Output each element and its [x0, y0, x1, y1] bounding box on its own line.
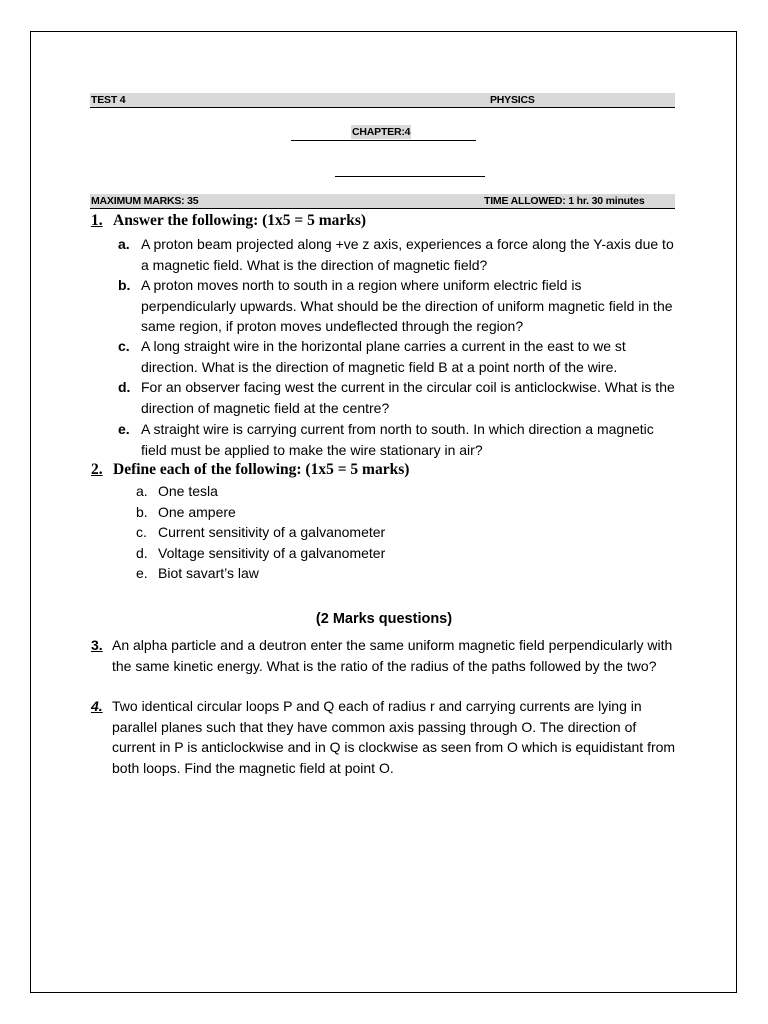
q1-item-e	[118, 419, 678, 460]
q1-item-a	[118, 234, 678, 275]
question-3	[91, 635, 681, 676]
q1-item-e-label: e.	[118, 421, 130, 437]
subject-label: PHYSICS	[490, 94, 535, 106]
q1-item-a-label: a.	[118, 236, 130, 252]
question-3-text: An alpha particle and a deutron enter the same uniform magnetic field perpendicularly with the same kinetic energy. What is the ratio of the radius of the paths followed by the two?	[112, 637, 673, 674]
q1-item-a-text: A proton beam projected along +ve z axis, experiences a force along the Y-axis due to a magnetic field. What is the direction of magnetic field?	[141, 236, 674, 273]
question-2-title: Define each of the following: (1x5 = 5 marks)	[113, 461, 410, 478]
q2-item-a	[136, 481, 218, 502]
q1-item-c	[118, 336, 678, 377]
q1-item-c-text: A long straight wire in the horizontal plane carries a current in the east to we st direction. What is the direction of magnetic field B at a point north of the wire.	[141, 338, 626, 375]
q1-item-d-text: For an observer facing west the current in the circular coil is anticlockwise. What is the direction of magnetic field at the centre?	[141, 379, 675, 416]
q2-item-d-label: d.	[136, 545, 148, 561]
question-3-number: 3.	[91, 637, 103, 653]
test-label: TEST 4	[91, 94, 126, 106]
time-allowed: TIME ALLOWED: 1 hr. 30 minutes	[484, 195, 645, 207]
q2-item-b	[136, 502, 236, 523]
question-1-number: 1.	[91, 212, 103, 229]
q1-item-b-label: b.	[118, 277, 131, 293]
chapter-label: CHAPTER:4	[352, 126, 411, 138]
q2-item-c	[136, 522, 385, 543]
q2-item-d	[136, 543, 385, 564]
max-marks: MAXIMUM MARKS: 35	[91, 195, 199, 207]
q1-item-b-text: A proton moves north to south in a region where uniform electric field is perpendicularly upwards. What should be the direction of uniform magnetic field in the same region, if proton moves undeflected through the region?	[141, 277, 673, 334]
question-2-number: 2.	[91, 461, 103, 478]
section-2-marks-title: (2 Marks questions)	[315, 611, 453, 627]
header-band-top	[90, 93, 675, 108]
q1-item-d-label: d.	[118, 379, 131, 395]
q2-item-a-label: a.	[136, 483, 148, 499]
q2-item-e-text: Biot savart’s law	[158, 565, 259, 581]
q2-item-c-text: Current sensitivity of a galvanometer	[158, 524, 386, 540]
q1-item-b	[118, 275, 678, 337]
q2-item-a-text: One tesla	[158, 483, 218, 499]
q1-item-d	[118, 377, 678, 418]
q2-item-b-label: b.	[136, 504, 148, 520]
q1-item-e-text: A straight wire is carrying current from north to south. In which direction a magnetic field must be applied to make the wire stationary in air?	[141, 421, 654, 458]
question-4	[91, 696, 681, 778]
q1-item-c-label: c.	[118, 338, 130, 354]
q2-item-d-text: Voltage sensitivity of a galvanometer	[158, 545, 386, 561]
blank-line	[335, 176, 485, 177]
question-1-title: Answer the following: (1x5 = 5 marks)	[113, 212, 367, 229]
q2-item-b-text: One ampere	[158, 504, 236, 520]
question-1-heading	[91, 212, 366, 230]
q2-item-c-label: c.	[136, 524, 147, 540]
question-2-heading	[91, 461, 409, 479]
question-4-number: 4.	[91, 698, 103, 714]
chapter-underline	[291, 140, 476, 141]
q2-item-e	[136, 563, 259, 584]
q2-item-e-label: e.	[136, 565, 148, 581]
question-4-text: Two identical circular loops P and Q each of radius r and carrying currents are lying in parallel planes such that they have common axis passing through O. The direction of current in P is anticlockwise and in Q is clockwise as seen from O which is equidistant from both loops. Find the magnetic field at point O.	[112, 698, 676, 776]
